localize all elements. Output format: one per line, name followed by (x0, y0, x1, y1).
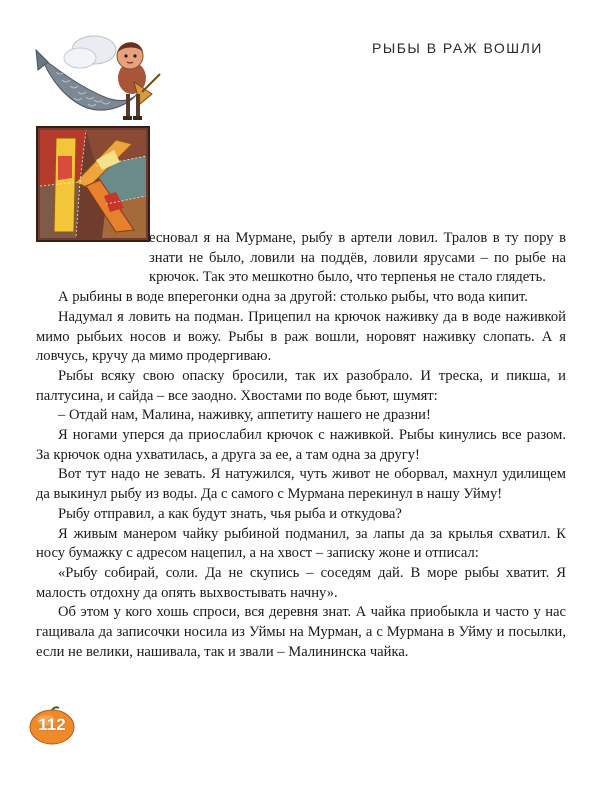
paragraph: Я живым манером чайку рыбиной подманил, за лапы да за крылья схватил. К носу бумажку с адресом нацепил, а на хвост – записку жоне и отписал: (36, 525, 566, 562)
paragraph: Рыбу отправил, а как будут знать, чья рыба и откудова? (58, 505, 402, 522)
paragraph: А рыбины в воде вперегонки одна за другой: столько рыбы, что вода кипит. (58, 289, 528, 306)
paragraph: есновал я на Мурмане, рыбу в артели ловил. Тралов в ту пору в знати не было, ловили на поддёв, ловили ярусами – по рыбе на крючок. Так это мешкотно было, что терпенья не стало глядеть. (149, 230, 566, 286)
page-number: 112 (38, 715, 66, 734)
dropcap-letter-patchwork (36, 126, 150, 242)
paragraph: – Отдай нам, Малина, наживку, аппетиту нашего не дразни! (58, 407, 431, 424)
mermaid-balalaika-illustration (32, 28, 167, 128)
story-text (36, 229, 566, 662)
paragraph: Я ногами уперся да приослабил крючок с наживкой. Рыбы кинулись все разом. За крючок одна ухватилась, а друга за ее, а там одна за другу! (36, 427, 566, 463)
page-number-badge (28, 706, 76, 746)
paragraph: Надумал я ловить на подман. Прицепил на крючок наживку да в воде наживкой мимо рыбьих носов и вожу. Рыбы в раж вошли, норовят наживку слопать. А я ловчусь, кручу да мимо продергиваю. (36, 308, 566, 365)
paragraph: Рыбы всяку свою опаску бросили, так их разобрало. И треска, и пикша, и палтусина, и сайда – все заодно. Хвостами по воде бьют, шумят: (36, 367, 566, 404)
running-header: РЫБЫ В РАЖ ВОШЛИ (372, 40, 543, 56)
paragraph: «Рыбу собирай, соли. Да не скупись – соседям дай. В море рыбы хватит. Я малость отдохну да опять выхвостывать начну». (36, 564, 566, 601)
paragraph: Вот тут надо не зевать. Я натужился, чуть живот не оборвал, махнул удилищем да выкинул рыбу из воды. Да с самого с Мурмана перекинул в нашу Уйму! (36, 466, 566, 503)
paragraph: Об этом у кого хошь спроси, вся деревня знат. А чайка приобыкла и часто у нас гащивала да записочки носила из Уймы на Мурман, а с Мурмана в Уйму и посылки, если не велики, нашивала, так и звали – Малининска чайка. (36, 604, 566, 660)
